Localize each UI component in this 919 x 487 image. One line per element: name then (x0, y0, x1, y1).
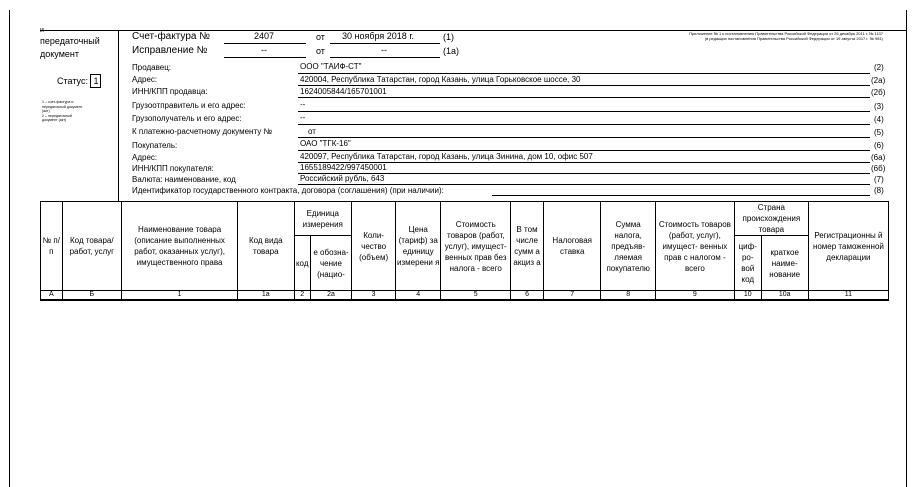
col-header-qty: Коли- чество (объем) (352, 202, 396, 291)
col-header-npp: № п/п (41, 202, 63, 291)
col-header-tax-sum: Сумма налога, предъяв- ляемая покупателю (601, 202, 655, 291)
col-header-unit: Единица измерения (294, 202, 352, 236)
currency-code: (7) (874, 175, 884, 184)
consignor-value: -- (300, 100, 306, 109)
consignee-underline (298, 124, 870, 125)
consignee-label: Грузополучатель и его адрес: (132, 114, 242, 123)
document-type-line-1: и (40, 27, 44, 34)
column-number: 10 (734, 291, 761, 301)
column-number: 4 (396, 291, 441, 301)
buyer-inn-value: 1655189422/997450001 (300, 163, 387, 172)
col-header-country: Страна происхождения товара (734, 202, 808, 236)
payment-doc-underline (298, 137, 870, 138)
status-label: Статус: (57, 76, 88, 86)
status-note-line: (акт) (42, 109, 50, 113)
buyer-address-label: Адрес: (132, 153, 158, 162)
payment-doc-value: от (308, 127, 316, 136)
consignor-underline (298, 111, 870, 112)
column-number: Б (62, 291, 122, 301)
currency-underline (298, 184, 870, 185)
col-header-price: Цена (тариф) за единицу измерени я (396, 202, 441, 291)
col-header-kind-code: Код вида товара (238, 202, 294, 291)
invoice-date-line (330, 43, 440, 44)
col-header-country-code: циф- ро- вой код (734, 236, 761, 291)
seller-inn-label: ИНН/КПП продавца: (132, 87, 208, 96)
seller-inn-code: (2б) (871, 88, 886, 97)
correction-code: (1а) (443, 46, 460, 56)
right-margin-line (906, 10, 907, 487)
correction-label: Исправление № (132, 45, 208, 56)
seller-label: Продавец: (132, 63, 172, 72)
column-number: 1а (238, 291, 294, 301)
column-number: 1 (122, 291, 238, 301)
seller-address-underline (298, 85, 870, 86)
col-header-product-code: Код товара/ работ, услуг (62, 202, 122, 291)
seller-value: ООО "ТАИФ-СТ" (300, 62, 362, 71)
consignee-code: (4) (874, 115, 884, 124)
contract-id-label: Идентификатор государственного контракта, договора (соглашения) (при наличии): (132, 186, 444, 195)
column-number: 2а (310, 291, 351, 301)
column-number: 6 (511, 291, 544, 301)
goods-table (40, 201, 889, 301)
correction-date-line (330, 57, 440, 58)
document-type-line-3: документ (40, 49, 79, 59)
appendix-line-1: Приложение № 1 к постановлению Правительства Российской Федерации от 26 декабря 2011 г. № 1137 (689, 31, 883, 36)
seller-inn-value: 1624005844/165701001 (300, 87, 387, 96)
buyer-address-value: 420097, Республика Татарстан, город Казань, улица Зинина, дом 10, офис 507 (300, 152, 593, 161)
invoice-code: (1) (443, 32, 454, 42)
seller-inn-underline (298, 97, 870, 98)
correction-date-prefix: от (316, 46, 325, 56)
seller-address-label: Адрес: (132, 75, 158, 84)
correction-date: -- (381, 45, 387, 55)
consignor-code: (3) (874, 102, 884, 111)
column-number: А (41, 291, 63, 301)
status-note (42, 100, 82, 123)
payment-doc-code: (5) (874, 128, 884, 137)
column-number: 10а (761, 291, 808, 301)
document-type-label (40, 26, 116, 61)
col-header-name: Наименование товара (описание выполненных работ, оказанных услуг), имущественного права (122, 202, 238, 291)
currency-value: Российский рубль, 643 (300, 174, 385, 183)
correction-number-line (224, 57, 306, 58)
payment-doc-label: К платежно-расчетному документу № (132, 127, 273, 136)
status-note-line: 1 – счет-фактура и (42, 100, 74, 104)
status-value: 1 (90, 74, 101, 88)
invoice-number: 2407 (254, 31, 275, 41)
invoice-label: Счет-фактура № (132, 31, 210, 42)
col-header-unit-code: код (294, 236, 310, 291)
seller-code: (2) (874, 63, 884, 72)
column-number: 9 (655, 291, 734, 301)
column-number: 5 (441, 291, 511, 301)
left-block-divider (118, 30, 119, 201)
buyer-underline (298, 150, 870, 151)
invoice-date: 30 ноября 2018 г. (342, 31, 414, 41)
seller-address-value: 420004, Республика Татарстан, город Казань, улица Горьковское шоссе, 30 (300, 75, 581, 84)
invoice-number-line (224, 43, 306, 44)
currency-label: Валюта: наименование, код (132, 175, 236, 184)
buyer-inn-label: ИНН/КПП покупателя: (132, 164, 214, 173)
column-number: 7 (543, 291, 600, 301)
column-number-row (41, 291, 889, 301)
seller-address-code: (2а) (871, 76, 886, 85)
contract-id-code: (8) (874, 186, 884, 195)
column-number: 2 (294, 291, 310, 301)
column-number: 8 (601, 291, 655, 301)
col-header-unit-name: е обозна- чение (нацио- (310, 236, 351, 291)
col-header-cost-without-tax: Стоимость товаров (работ, услуг), имущест- венных прав без налога - всего (441, 202, 511, 291)
status-note-line: передаточный документ (42, 104, 83, 109)
buyer-address-code: (6а) (871, 153, 886, 162)
status-field (57, 74, 101, 88)
appendix-line-2: (в редакции постановления Правительства Российской Федерации от 19 августа 2017 г. № 981) (704, 36, 883, 41)
status-note-line: документ (акт) (42, 118, 67, 122)
column-number: 3 (352, 291, 396, 301)
seller-underline (298, 73, 870, 74)
buyer-label: Покупатель: (132, 141, 178, 150)
left-margin-line (9, 10, 10, 487)
status-note-line: 2 – передаточный (42, 113, 72, 118)
invoice-date-prefix: от (316, 32, 325, 42)
buyer-code: (6) (874, 141, 884, 150)
buyer-value: ОАО "ТГК-16" (300, 139, 351, 148)
col-header-excise: В том числе сумм а акциз а (511, 202, 544, 291)
consignee-value: -- (300, 113, 306, 122)
col-header-tax-rate: Налоговая ставка (543, 202, 600, 291)
column-number: 11 (808, 291, 888, 301)
consignor-label: Грузоотправитель и его адрес: (132, 101, 246, 110)
buyer-inn-code: (6б) (871, 164, 886, 173)
document-type-line-2: передаточный (40, 36, 100, 46)
appendix-note (597, 31, 883, 41)
contract-id-underline (492, 195, 870, 196)
col-header-cost-with-tax: Стоимость товаров (работ, услуг), имущест- венных прав с налогом - всего (655, 202, 734, 291)
col-header-country-name: краткое наиме- нование (761, 236, 808, 291)
col-header-customs: Регистрационны й номер таможенной декларации (808, 202, 888, 291)
correction-number: -- (261, 45, 267, 55)
